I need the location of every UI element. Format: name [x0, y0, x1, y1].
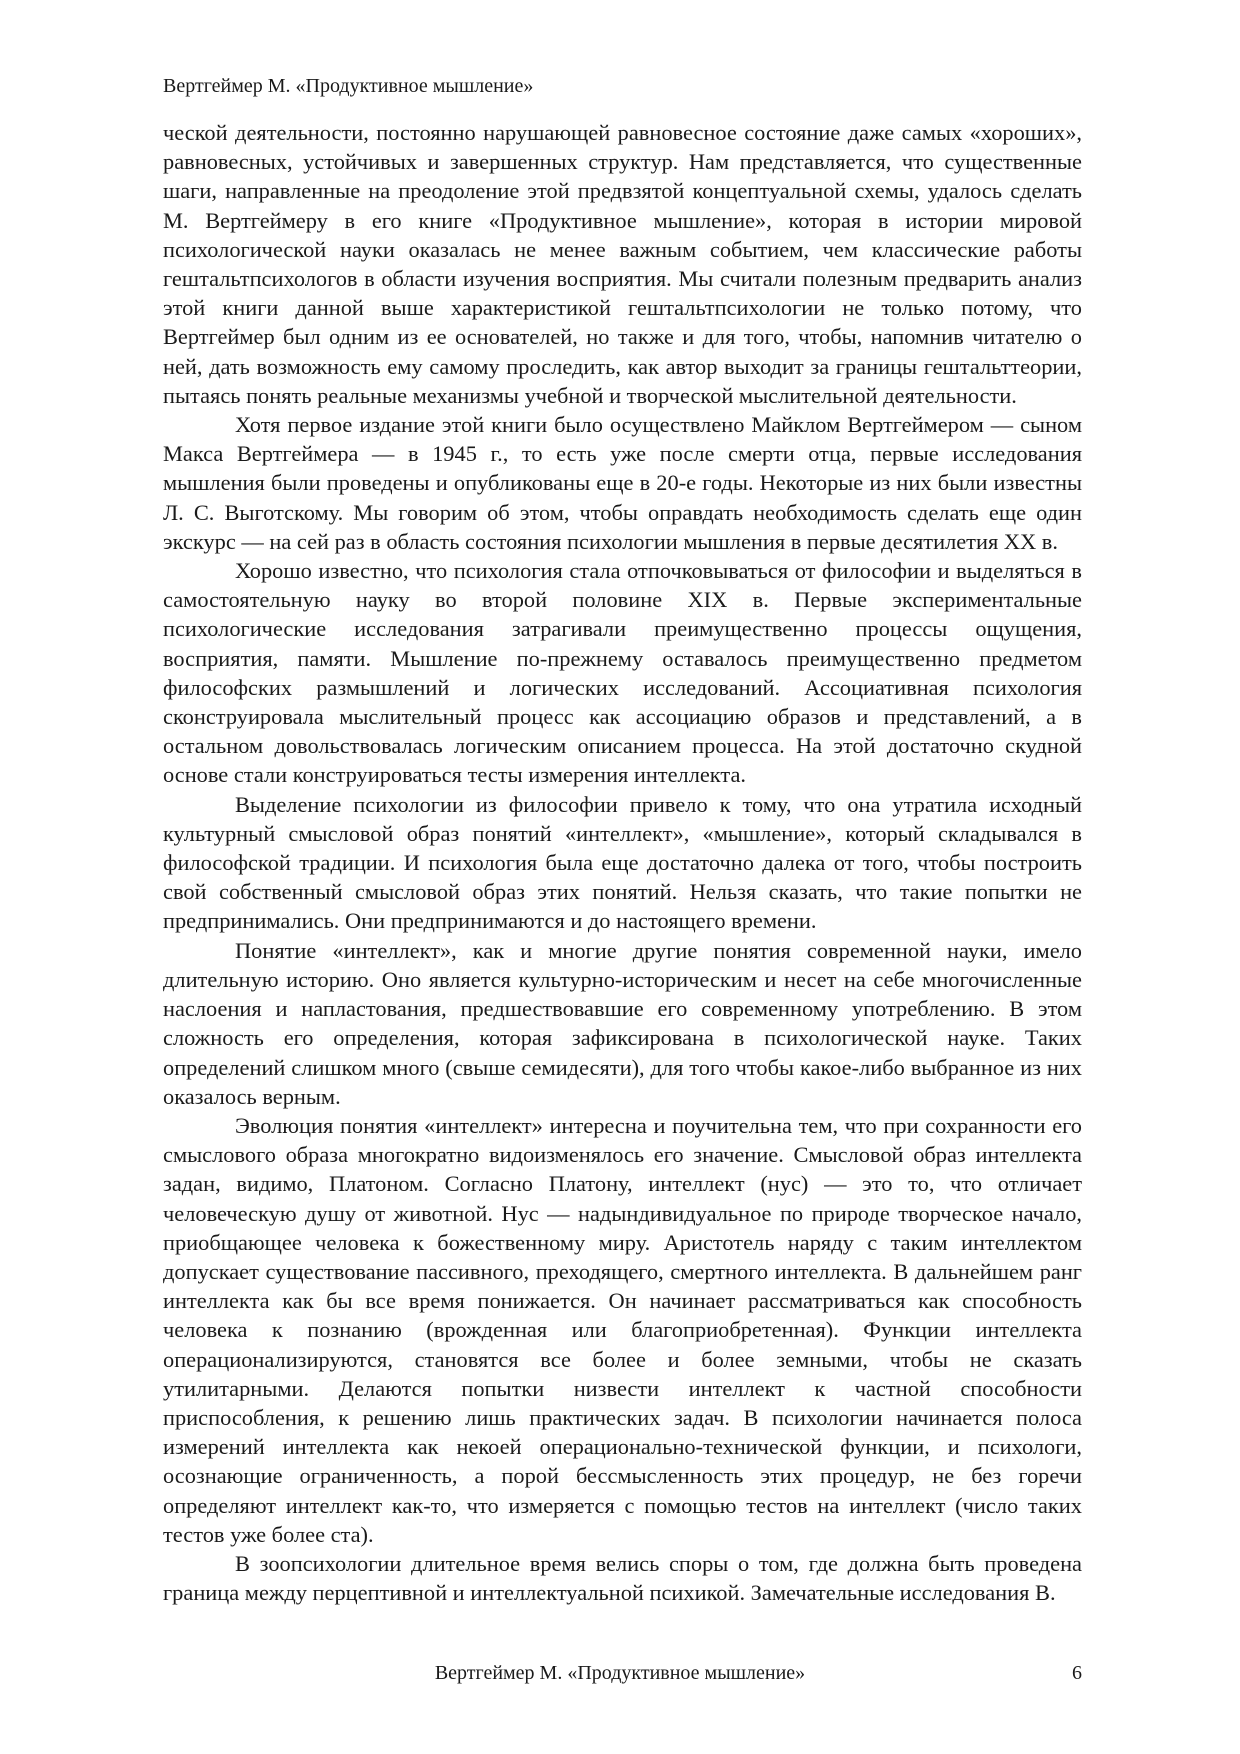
paragraph: В зоопсихологии длительное время велись споры о том, где должна быть проведена граница между перцептивной и интеллектуальной психикой. Замечательные исследования В.	[163, 1550, 1082, 1606]
page-number: 6	[1072, 1662, 1082, 1684]
paragraph: Хотя первое издание этой книги было осуществлено Майклом Вертгеймером — сыном Макса Вертгеймера — в 1945 г., то есть уже после смерти отца, первые исследования мышления были проведены и опубликованы еще в 20-е годы. Некоторые из них были известны Л. С. Выготскому. Мы говорим об этом, чтобы оправдать необходимость сделать еще один экскурс — на сей раз в область состояния психологии мышления в первые десятилетия XX в.	[163, 412, 1082, 554]
page-footer	[0, 1660, 1240, 1688]
paragraph: Хорошо известно, что психология стала отпочковываться от философии и выделяться в самостоятельную науку во второй половине XIX в. Первые экспериментальные психологические исследования затрагивали преимущественно процессы ощущения, восприятия, памяти. Мышление по-прежнему оставалось преимущественно предметом философских размышлений и логических исследований. Ассоциативная психология сконструировала мыслительный процесс как ассоциацию образов и представлений, а в остальном довольствовалась логическим описанием процесса. На этой достаточно скудной основе стали конструироваться тесты измерения интеллекта.	[163, 558, 1082, 788]
body-text	[163, 118, 1082, 1607]
paragraph: Эволюция понятия «интеллект» интересна и поучительна тем, что при сохранности его смыслового образа многократно видоизменялось его значение. Смысловой образ интеллекта задан, видимо, Платоном. Согласно Платону, интеллект (нус) — это то, что отличает человеческую душу от животной. Нус — надындивидуальное по природе творческое начало, приобщающее человека к божественному миру. Аристотель наряду с таким интеллектом допускает существование пассивного, преходящего, смертного интеллекта. В дальнейшем ранг интеллекта как бы все время понижается. Он начинает рассматриваться как способность человека к познанию (врожденная или благоприобретенная). Функции интеллекта операционализируются, становятся все более и более земными, чтобы не сказать утилитарными. Делаются попытки низвести интеллект к частной способности приспособления, к решению лишь практических задач. В психологии начинается полоса измерений интеллекта как некоей операционально-технической функции, и психологи, осознающие ограниченность, а порой бессмысленность этих процедур, не без горечи определяют интеллект как-то, что измеряется с помощью тестов на интеллект (число таких тестов уже более ста).	[163, 1112, 1082, 1547]
footer-running-title: Вертгеймер М. «Продуктивное мышление»	[434, 1662, 806, 1684]
running-header: Вертгеймер М. «Продуктивное мышление»	[163, 75, 534, 97]
paragraph-continuation: ческой деятельности, постоянно нарушающей равновесное состояние даже самых «хороших», равновесных, устойчивых и завершенных структур. Нам представляется, что существенные шаги, направленные на преодоление этой предвзятой концептуальной схемы, удалось сделать М. Вертгеймеру в его книге «Продуктивное мышление», которая в истории мировой психологической науки оказалась не менее важным событием, чем классические работы гештальтпсихологов в области изучения восприятия. Мы считали полезным предварить анализ этой книги данной выше характеристикой гештальтпсихологии не только потому, что Вертгеймер был одним из ее основателей, но также и для того, чтобы, напомнив читателю о ней, дать возможность ему самому проследить, как автор выходит за границы гештальттеории, пытаясь понять реальные механизмы учебной и творческой мыслительной деятельности.	[163, 120, 1082, 408]
paragraph: Понятие «интеллект», как и многие другие понятия современной науки, имело длительную историю. Оно является культурно-историческим и несет на себе многочисленные наслоения и напластования, предшествовавшие его современному употреблению. В этом сложность его определения, которая зафиксирована в психологической науке. Таких определений слишком много (свыше семидесяти), для того чтобы какое-либо выбранное из них оказалось верным.	[163, 937, 1082, 1109]
paragraph: Выделение психологии из философии привело к тому, что она утратила исходный культурный смысловой образ понятий «интеллект», «мышление», который складывался в философской традиции. И психология была еще достаточно далека от того, чтобы построить свой собственный смысловой образ этих понятий. Нельзя сказать, что такие попытки не предпринимались. Они предпринимаются и до настоящего времени.	[163, 791, 1082, 934]
